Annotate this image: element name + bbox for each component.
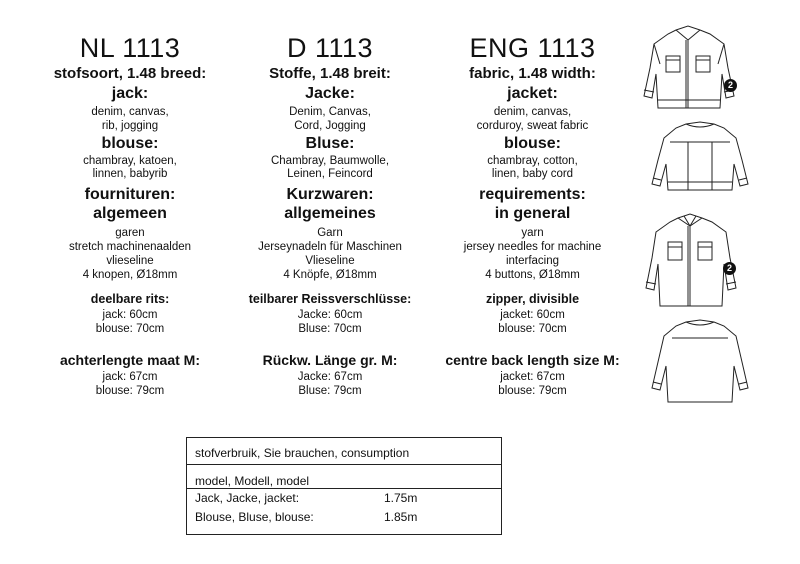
blouse-fabrics-line: chambray, katoen, xyxy=(83,155,177,167)
row-label: Blouse, Bluse, blouse: xyxy=(195,510,314,524)
notion-item: Garn xyxy=(317,227,343,239)
blouse-heading: blouse: xyxy=(504,135,561,152)
table-row xyxy=(187,510,501,526)
length-blouse: blouse: 79cm xyxy=(498,385,567,397)
notion-item: interfacing xyxy=(505,255,560,267)
notion-item: 4 Knöpfe, Ø18mm xyxy=(283,269,377,281)
blouse-heading: blouse: xyxy=(101,135,159,152)
zipper-blouse: Bluse: 70cm xyxy=(298,323,362,335)
jacket-fabrics-line: Cord, Jogging xyxy=(294,120,366,132)
blouse-fabrics-line: linen, baby cord xyxy=(491,168,574,180)
length-heading: Rückw. Länge gr. M: xyxy=(262,352,398,368)
column-title: NL 1113 xyxy=(79,33,181,63)
table-row xyxy=(187,491,501,507)
consumption-model-row: model, Modell, model xyxy=(195,474,310,488)
table-divider xyxy=(187,488,501,489)
zipper-blouse: blouse: 70cm xyxy=(498,323,567,335)
column-d xyxy=(230,32,430,64)
notion-item: yarn xyxy=(521,227,544,239)
table-divider xyxy=(187,464,501,465)
jacket-heading: jack: xyxy=(111,85,149,102)
fabric-heading: stofsoort, 1.48 breed: xyxy=(53,65,207,82)
jacket-fabrics-line: denim, canvas, xyxy=(493,106,572,118)
length-blouse: Bluse: 79cm xyxy=(298,385,362,397)
zipper-heading: deelbare rits: xyxy=(90,292,170,306)
blouse-front-illustration xyxy=(640,212,745,312)
notion-item: garen xyxy=(115,227,145,239)
row-label: Jack, Jacke, jacket: xyxy=(195,491,300,505)
notion-item: Vlieseline xyxy=(305,255,355,267)
consumption-table xyxy=(186,437,502,535)
column-nl xyxy=(30,32,230,64)
consumption-header: stofverbruik, Sie brauchen, consumption xyxy=(195,446,410,460)
row-value: 1.75m xyxy=(384,491,418,505)
column-title: ENG 1113 xyxy=(469,33,596,63)
length-heading: achterlengte maat M: xyxy=(59,352,201,368)
notions-heading: fournituren: xyxy=(84,186,176,203)
jacket-back-illustration xyxy=(650,120,750,195)
jacket-heading: jacket: xyxy=(507,85,558,102)
zipper-heading: zipper, divisible xyxy=(485,292,580,306)
column-eng xyxy=(430,32,635,64)
length-jacket: Jacke: 67cm xyxy=(297,371,363,383)
notion-item: vlieseline xyxy=(106,255,154,267)
blouse-fabrics-line: linnen, babyrib xyxy=(92,168,168,180)
notion-item: stretch machinenaalden xyxy=(68,241,192,253)
jacket-fabrics-line: corduroy, sweat fabric xyxy=(476,120,589,132)
blouse-heading: Bluse: xyxy=(305,135,355,152)
zipper-jacket: jack: 60cm xyxy=(102,309,158,321)
length-jacket: jack: 67cm xyxy=(102,371,158,383)
length-heading: centre back length size M: xyxy=(445,352,620,368)
jacket-heading: Jacke: xyxy=(305,85,355,102)
jacket-front-illustration xyxy=(638,24,743,116)
zipper-jacket: jacket: 60cm xyxy=(500,309,565,321)
notion-item: Jerseynadeln für Maschinen xyxy=(258,241,402,253)
length-jacket: jacket: 67cm xyxy=(500,371,565,383)
jacket-fabrics-line: Denim, Canvas, xyxy=(289,106,371,118)
zipper-heading: teilbarer Reissverschlüsse: xyxy=(248,292,412,306)
notions-heading: Kurzwaren: xyxy=(286,186,374,203)
general-heading: algemeen xyxy=(93,205,167,222)
length-blouse: blouse: 79cm xyxy=(95,385,165,397)
zipper-jacket: Jacke: 60cm xyxy=(297,309,363,321)
general-heading: in general xyxy=(494,205,571,222)
blouse-back-illustration xyxy=(650,318,750,406)
blouse-fabrics-line: Leinen, Feincord xyxy=(287,168,373,180)
fabric-heading: fabric, 1.48 width: xyxy=(469,65,596,82)
notion-item: jersey needles for machine xyxy=(463,241,602,253)
fabric-heading: Stoffe, 1.48 breit: xyxy=(269,65,391,82)
row-value: 1.85m xyxy=(384,510,418,524)
general-heading: allgemeines xyxy=(284,205,376,222)
notions-heading: requirements: xyxy=(479,186,586,203)
zipper-blouse: blouse: 70cm xyxy=(95,323,165,335)
jacket-fabrics-line: rib, jogging xyxy=(101,120,159,132)
jacket-fabrics-line: denim, canvas, xyxy=(91,106,169,118)
view-badge: 2 xyxy=(723,262,736,275)
view-badge: 2 xyxy=(724,79,737,92)
blouse-fabrics-line: Chambray, Baumwolle, xyxy=(270,155,390,167)
column-title: D 1113 xyxy=(286,33,374,63)
blouse-fabrics-line: chambray, cotton, xyxy=(487,155,578,167)
notion-item: 4 buttons, Ø18mm xyxy=(485,269,580,281)
notion-item: 4 knopen, Ø18mm xyxy=(82,269,178,281)
